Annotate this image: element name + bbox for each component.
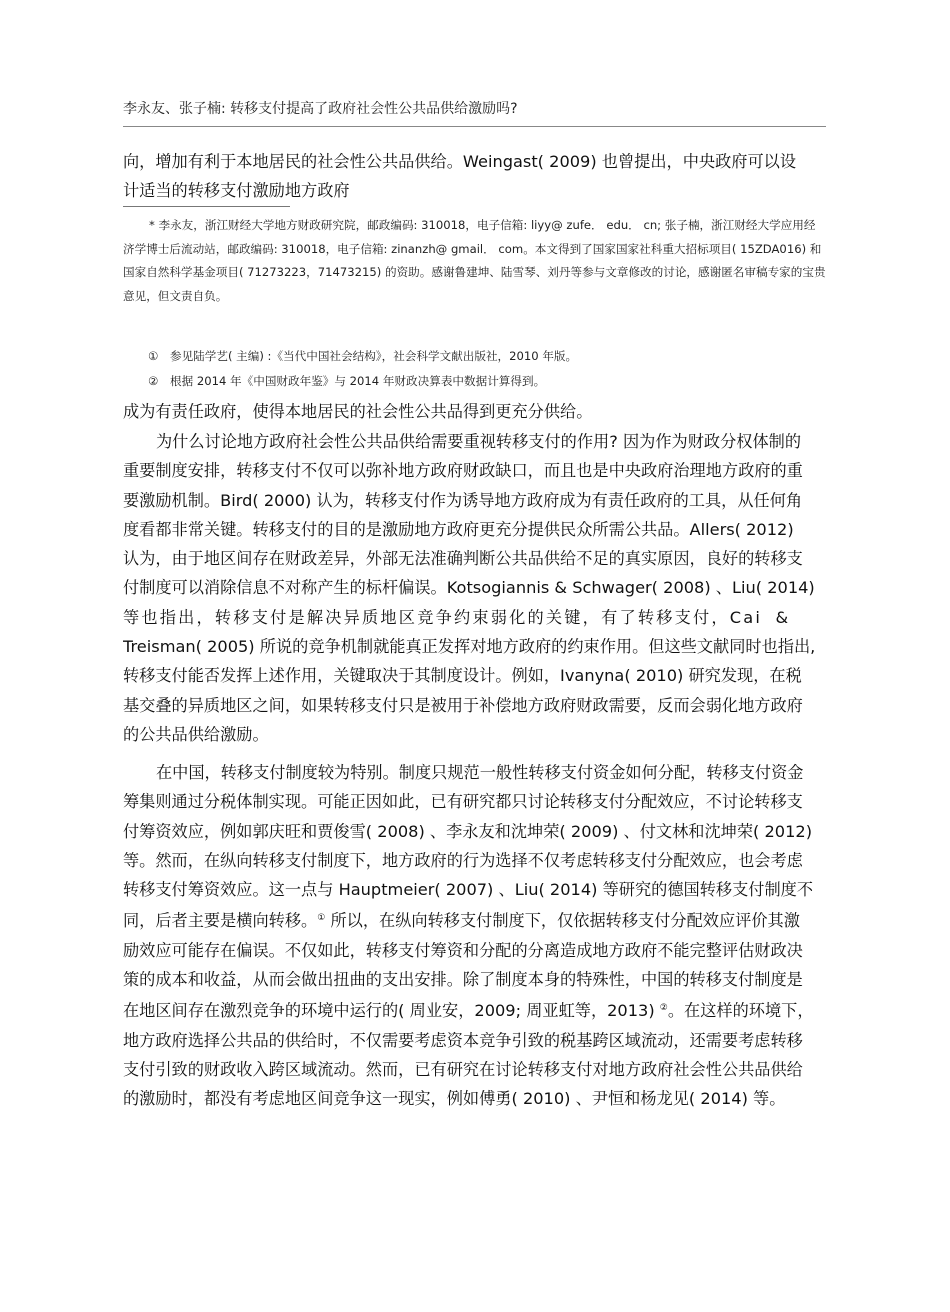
text-line: 筹集则通过分税体制实现。可能正因如此，已有研究都只讨论转移支付分配效应，不讨论转移支 [123, 792, 803, 812]
text-line: 的公共品供给激励。 [123, 724, 269, 744]
paragraph-2 [123, 427, 827, 749]
text-line: 基交叠的异质地区之间，如果转移支付只是被用于补偿地方政府财政需要，反而会弱化地方政府 [123, 695, 803, 715]
text-line-with-note [123, 994, 827, 1025]
author-footnote: * 李永友，浙江财经大学地方财政研究院，邮政编码: 310018，电子信箱: liyy@ zufe． edu． cn; 张子楠，浙江财经大学应用经济学博士后流动站，邮政编码: 310018，电子信箱: zinanzh@ gmail． com。本文得到了国家国家社科重大招标项目( 15ZDA016) 和国家自然科学基金项目( 71273223，71473215) 的资助。感谢鲁建坤、陆雪琴、刘丹等参与文章修改的讨论，感谢匿名审稿专家的宝贵意见，但文责自负。 [123, 218, 826, 303]
text-line: Treisman( 2005) 所说的竞争机制就能真正发挥对地方政府的约束作用。但这些文献同时也指出, [123, 637, 816, 657]
text-line: 付筹资效应，例如郭庆旺和贾俊雪( 2008) 、李永友和沈坤荣( 2009) 、付文林和沈坤荣( 2012) [123, 821, 813, 841]
text-line: 要激励机制。Bird( 2000) 认为，转移支付作为诱导地方政府成为有责任政府的工具，从任何角 [123, 490, 803, 510]
text-line: 计适当的转移支付激励地方政府 [123, 181, 350, 200]
continuation-line [123, 398, 827, 426]
text-line: 向，增加有利于本地居民的社会性公共品供给。Weingast( 2009) 也曾提出，中央政府可以设 [123, 152, 797, 171]
text-line-with-note [123, 904, 827, 935]
text-segment: 同，后者主要是横向转移。 [123, 911, 318, 931]
footnote-ref-1[interactable]: ① [317, 913, 326, 924]
text-line: 为什么讨论地方政府社会性公共品供给需要重视转移支付的作用? 因为作为财政分权体制的 [156, 432, 802, 451]
footnote-2: ② 根据 2014 年《中国财政年鉴》与 2014 年财政决算表中数据计算得到。 [148, 374, 546, 388]
footnote-divider [123, 206, 290, 207]
text-line: 地方政府选择公共品的供给时，不仅需要考虑资本竞争引致的税基跨区域流动，还需要考虑转移 [123, 1030, 803, 1050]
text-line: 度看都非常关键。转移支付的目的是激励地方政府更充分提供民众所需公共品。Allers( 2012) [123, 519, 794, 539]
text-line: 励效应可能存在偏误。不仅如此，转移支付筹资和分配的分离造成地方政府不能完整评估财政决 [123, 940, 803, 960]
text-line: 的激励时，都没有考虑地区间竞争这一现实，例如傅勇( 2010) 、尹恒和杨龙见( 2014) 等。 [123, 1089, 786, 1109]
text-line: 等也指出，转移支付是解决异质地区竞争约束弱化的关键，有了转移支付，Cai & [123, 607, 791, 627]
footnote-ref-2[interactable]: ② [659, 1003, 668, 1014]
text-line: 策的成本和收益，从而会做出扭曲的支出安排。除了制度本身的特殊性，中国的转移支付制度是 [123, 970, 803, 990]
text-segment: 。在这样的环境下， [667, 1001, 814, 1021]
running-header: 李永友、张子楠: 转移支付提高了政府社会性公共品供给激励吗? [123, 101, 518, 117]
text-line: 等。然而，在纵向转移支付制度下，地方政府的行为选择不仅考虑转移支付分配效应，也会考虑 [123, 850, 803, 870]
footnote-1: ① 参见陆学艺( 主编) :《当代中国社会结构》，社会科学文献出版社，2010 年版。 [148, 349, 578, 363]
top-paragraph [123, 147, 827, 205]
text-line: 在中国，转移支付制度较为特别。制度只规范一般性转移支付资金如何分配，转移支付资金 [156, 763, 804, 782]
text-line: 转移支付能否发挥上述作用，关键取决于其制度设计。例如，Ivanyna( 2010) 研究发现，在税 [123, 666, 802, 686]
text-segment: 所以，在纵向转移支付制度下，仅依据转移支付分配效应评价其激 [325, 911, 800, 931]
text-line: 转移支付筹资效应。这一点与 Hauptmeier( 2007) 、Liu( 2014) 等研究的德国转移支付制度不 [123, 880, 814, 900]
text-line: 支付引致的财政收入跨区域流动。然而，已有研究在讨论转移支付对地方政府社会性公共品供给 [123, 1059, 803, 1079]
header-divider [123, 126, 826, 127]
text-line: 认为，由于地区间存在财政差异，外部无法准确判断公共品供给不足的真实原因，良好的转移支 [123, 549, 803, 569]
text-line: 成为有责任政府，使得本地居民的社会性公共品得到更充分供给。 [123, 402, 593, 421]
text-segment: 在地区间存在激烈竞争的环境中运行的( 周业安，2009; 周亚虹等，2013) [123, 1001, 660, 1021]
text-line: 重要制度安排，转移支付不仅可以弥补地方政府财政缺口，而且也是中央政府治理地方政府的重 [123, 461, 803, 481]
text-line: 付制度可以消除信息不对称产生的标杆偏误。Kotsogiannis & Schwager( 2008) 、Liu( 2014) [123, 578, 815, 598]
paragraph-3 [123, 758, 827, 1114]
